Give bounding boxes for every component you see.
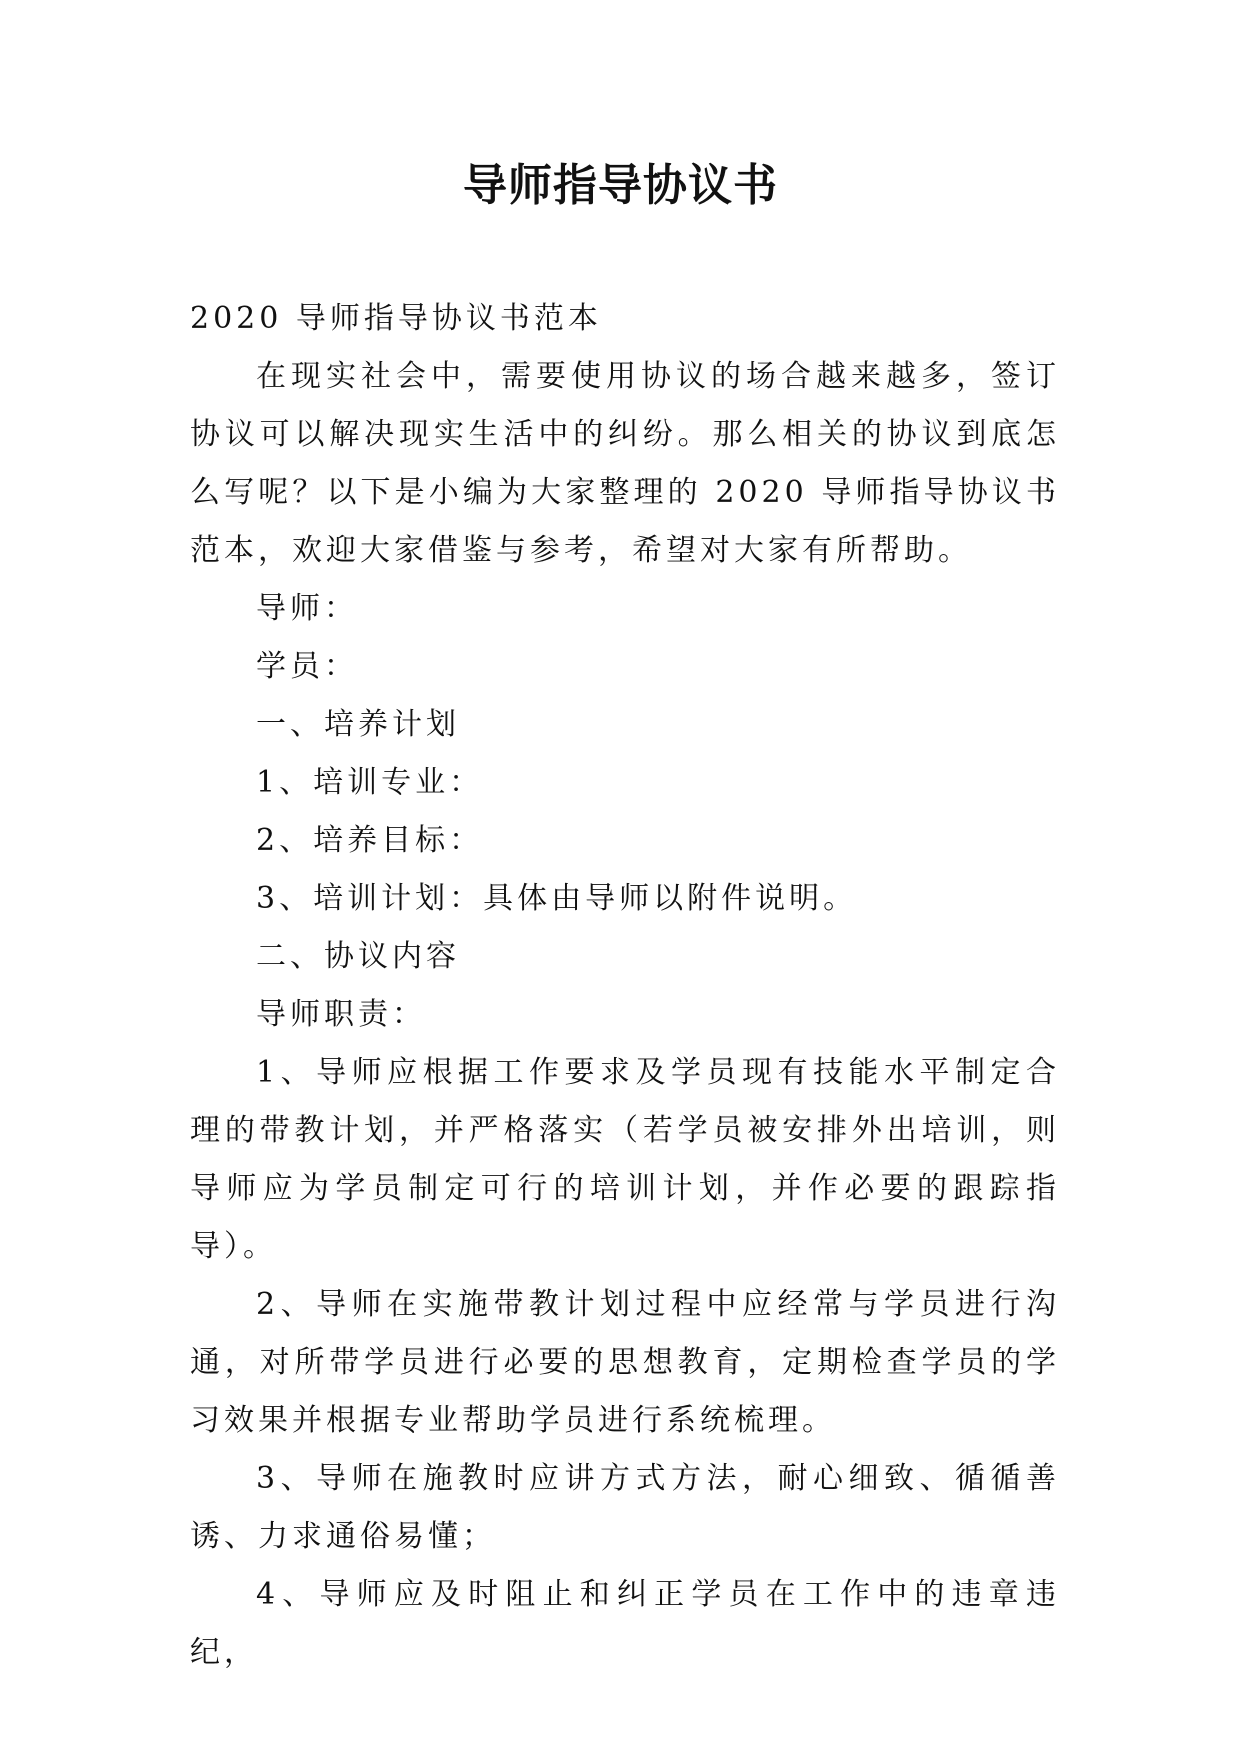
paragraph-subtitle: 2020 导师指导协议书范本 xyxy=(190,301,602,336)
paragraph-mentor-duties-heading: 导师职责： xyxy=(256,997,426,1032)
paragraph-training-major: 1、培训专业： xyxy=(256,765,484,800)
section-heading-agreement-content: 二、协议内容 xyxy=(256,939,460,974)
paragraph-duty-2: 2、导师在实施带教计划过程中应经常与学员进行沟通，对所带学员进行必要的思想教育，定期检查学员的学习效果并根据专业帮助学员进行系统梳理。 xyxy=(190,1287,1060,1438)
section-heading-training-plan: 一、培养计划 xyxy=(256,707,460,742)
paragraph-mentor-field: 导师： xyxy=(256,591,358,626)
document-body xyxy=(190,290,1060,1682)
paragraph-training-goal: 2、培养目标： xyxy=(256,823,484,858)
document-title: 导师指导协议书 xyxy=(463,160,778,211)
paragraph-student-field: 学员： xyxy=(256,649,358,684)
paragraph-duty-3: 3、导师在施教时应讲方式方法，耐心细致、循循善诱、力求通俗易懂； xyxy=(190,1461,1060,1554)
paragraph-training-schedule: 3、培训计划：具体由导师以附件说明。 xyxy=(256,881,858,916)
paragraph-intro: 在现实社会中，需要使用协议的场合越来越多，签订协议可以解决现实生活中的纠纷。那么相关的协议到底怎么写呢？以下是小编为大家整理的 2020 导师指导协议书范本，欢迎大家借鉴与参考，希望对大家有所帮助。 xyxy=(190,359,1060,568)
paragraph-duty-4: 4、导师应及时阻止和纠正学员在工作中的违章违纪， xyxy=(190,1577,1060,1670)
paragraph-duty-1: 1、导师应根据工作要求及学员现有技能水平制定合理的带教计划，并严格落实（若学员被安排外出培训，则导师应为学员制定可行的培训计划，并作必要的跟踪指导）。 xyxy=(190,1055,1060,1264)
